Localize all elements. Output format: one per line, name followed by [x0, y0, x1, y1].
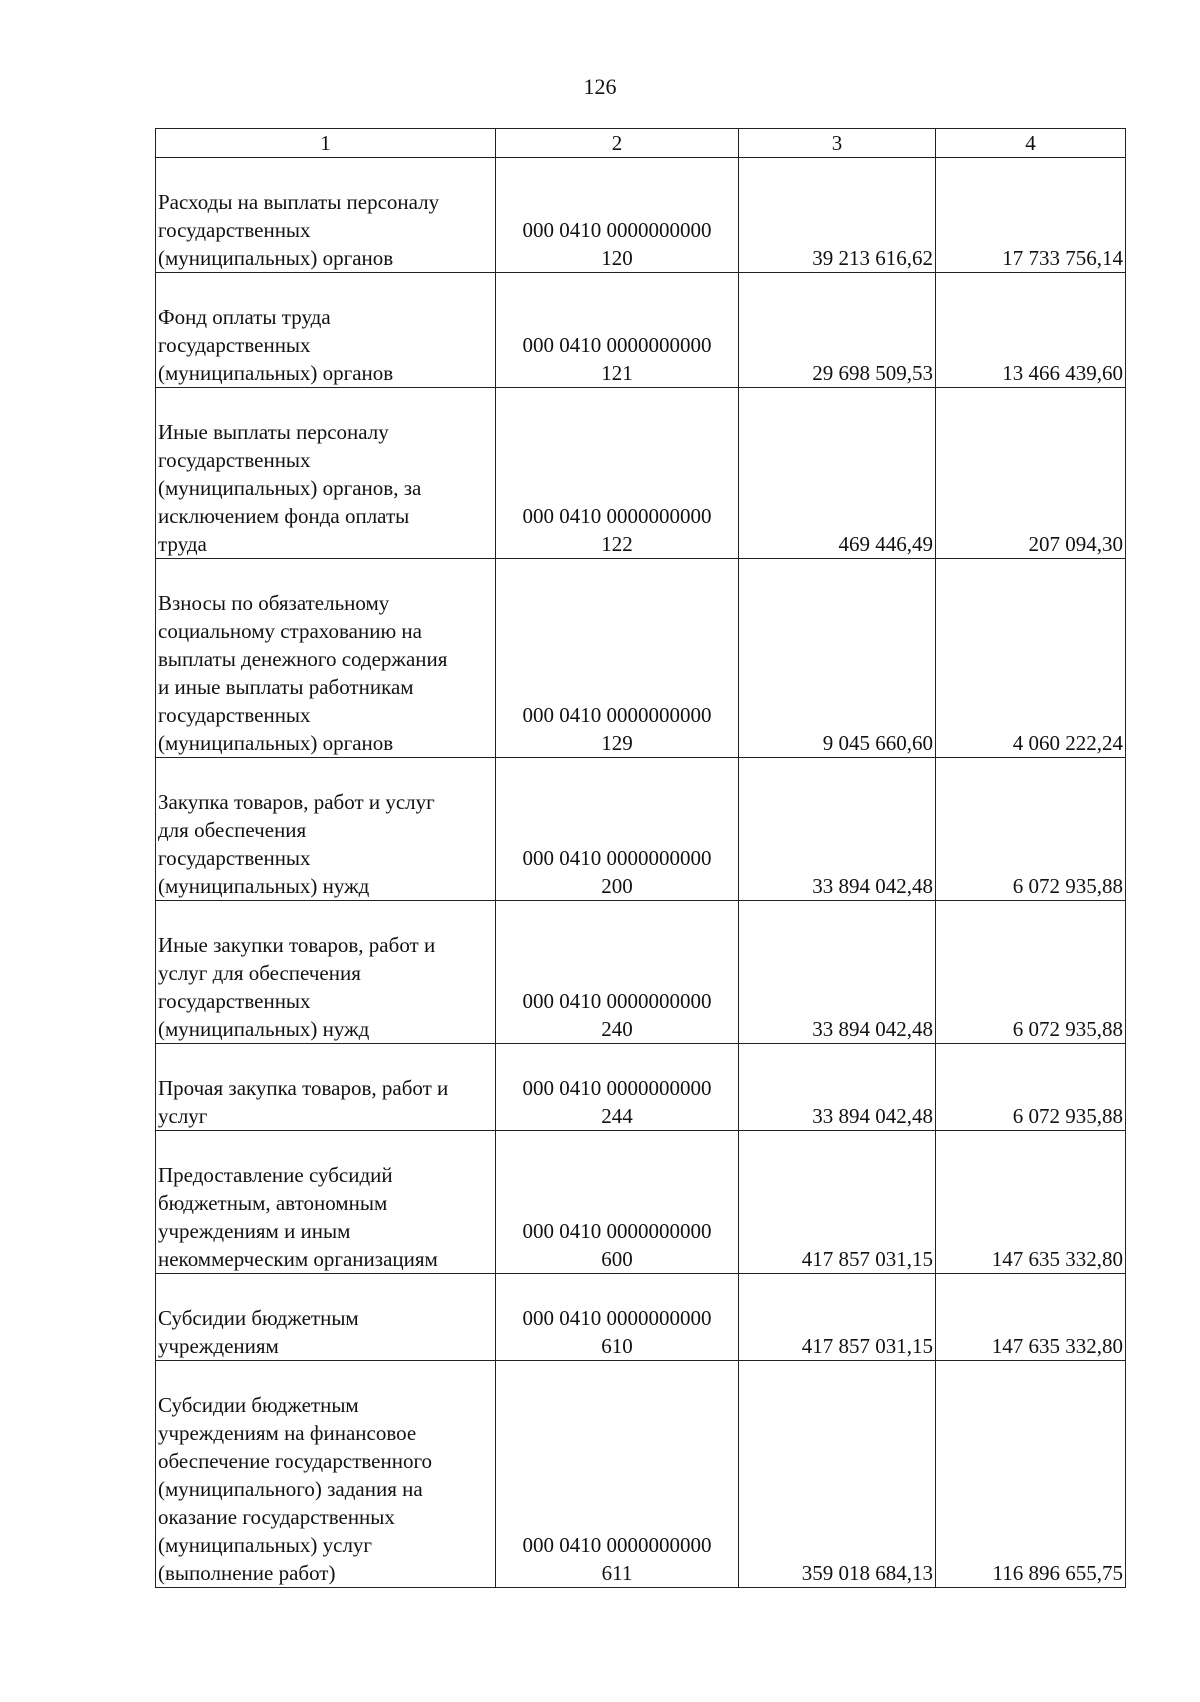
row-name: Фонд оплаты труда государственных (муниципальных) органов — [158, 305, 394, 385]
row-code-cell — [496, 1361, 739, 1588]
column-header: 2 — [496, 129, 739, 158]
row-code-main: 000 0410 0000000000 — [522, 1076, 712, 1100]
row-name-cell — [156, 1274, 496, 1361]
row-code-suffix: 600 — [601, 1247, 633, 1271]
row-code-main: 000 0410 0000000000 — [522, 703, 712, 727]
row-code-suffix: 122 — [601, 532, 633, 556]
row-value-col4: 147 635 332,80 — [936, 1274, 1126, 1361]
row-name-cell — [156, 1361, 496, 1588]
table-row — [156, 273, 1126, 388]
column-header: 1 — [156, 129, 496, 158]
row-value-col3: 33 894 042,48 — [739, 1044, 936, 1131]
page-number: 126 — [583, 74, 617, 99]
row-code-suffix: 200 — [601, 874, 633, 898]
table-row — [156, 758, 1126, 901]
row-code-cell — [496, 1044, 739, 1131]
row-code-cell — [496, 1274, 739, 1361]
row-value-col3: 39 213 616,62 — [739, 158, 936, 273]
row-code-main: 000 0410 0000000000 — [522, 1219, 712, 1243]
table-row — [156, 559, 1126, 758]
row-name: Прочая закупка товаров, работ и услуг — [158, 1076, 449, 1128]
row-code-cell — [496, 758, 739, 901]
row-code-main: 000 0410 0000000000 — [522, 1306, 712, 1330]
row-value-col4: 6 072 935,88 — [936, 1044, 1126, 1131]
table-row — [156, 1274, 1126, 1361]
row-code-cell — [496, 388, 739, 559]
row-value-col3: 417 857 031,15 — [739, 1131, 936, 1274]
row-name-cell — [156, 388, 496, 559]
row-value-col4: 17 733 756,14 — [936, 158, 1126, 273]
row-code-main: 000 0410 0000000000 — [522, 989, 712, 1013]
row-name: Субсидии бюджетным учреждениям на финансовое обеспечение государственного (муниципального) задания на оказание государственных (муниципальных) услуг (выполнение работ) — [158, 1393, 433, 1585]
row-name-cell — [156, 901, 496, 1044]
row-value-col3: 469 446,49 — [739, 388, 936, 559]
table-row — [156, 388, 1126, 559]
row-code-main: 000 0410 0000000000 — [522, 846, 712, 870]
row-value-col3: 33 894 042,48 — [739, 901, 936, 1044]
row-code-suffix: 244 — [601, 1104, 633, 1128]
row-value-col4: 6 072 935,88 — [936, 758, 1126, 901]
row-name-cell — [156, 273, 496, 388]
column-header: 4 — [936, 129, 1126, 158]
row-value-col3: 359 018 684,13 — [739, 1361, 936, 1588]
row-value-col3: 33 894 042,48 — [739, 758, 936, 901]
table-row — [156, 1044, 1126, 1131]
row-name-cell — [156, 158, 496, 273]
row-value-col4: 207 094,30 — [936, 388, 1126, 559]
table-header-row — [156, 129, 1126, 158]
row-code-main: 000 0410 0000000000 — [522, 504, 712, 528]
row-code-suffix: 121 — [601, 361, 633, 385]
row-value-col3: 417 857 031,15 — [739, 1274, 936, 1361]
row-code-main: 000 0410 0000000000 — [522, 218, 712, 242]
row-value-col3: 9 045 660,60 — [739, 559, 936, 758]
row-name-cell — [156, 1044, 496, 1131]
row-code-cell — [496, 1131, 739, 1274]
row-code-main: 000 0410 0000000000 — [522, 333, 712, 357]
row-name-cell — [156, 758, 496, 901]
row-code-cell — [496, 559, 739, 758]
row-name: Расходы на выплаты персоналу государственных (муниципальных) органов — [158, 190, 440, 270]
column-header: 3 — [739, 129, 936, 158]
row-value-col4: 4 060 222,24 — [936, 559, 1126, 758]
row-name: Иные закупки товаров, работ и услуг для обеспечения государственных (муниципальных) нужд — [158, 933, 436, 1041]
table-row — [156, 1361, 1126, 1588]
row-name: Взносы по обязательному социальному страхованию на выплаты денежного содержания и иные выплаты работникам государственных (муниципальных) органов — [158, 591, 448, 755]
row-name: Закупка товаров, работ и услуг для обеспечения государственных (муниципальных) нужд — [158, 790, 435, 898]
row-name: Субсидии бюджетным учреждениям — [158, 1306, 359, 1358]
row-code-suffix: 120 — [601, 246, 633, 270]
row-name-cell — [156, 1131, 496, 1274]
table-row — [156, 901, 1126, 1044]
row-code-main: 000 0410 0000000000 — [522, 1533, 712, 1557]
row-value-col3: 29 698 509,53 — [739, 273, 936, 388]
row-name: Иные выплаты персоналу государственных (муниципальных) органов, за исключением фонда оплаты труда — [158, 420, 422, 556]
table-row — [156, 158, 1126, 273]
budget-table — [155, 128, 1126, 1588]
row-name: Предоставление субсидий бюджетным, автономным учреждениям и иным некоммерческим организациям — [158, 1163, 438, 1271]
row-code-suffix: 129 — [601, 731, 633, 755]
row-code-suffix: 240 — [601, 1017, 633, 1041]
row-value-col4: 116 896 655,75 — [936, 1361, 1126, 1588]
row-code-suffix: 611 — [601, 1561, 633, 1585]
row-value-col4: 13 466 439,60 — [936, 273, 1126, 388]
row-name-cell — [156, 559, 496, 758]
row-code-cell — [496, 158, 739, 273]
row-code-cell — [496, 273, 739, 388]
row-code-suffix: 610 — [601, 1334, 633, 1358]
row-code-cell — [496, 901, 739, 1044]
table-row — [156, 1131, 1126, 1274]
row-value-col4: 6 072 935,88 — [936, 901, 1126, 1044]
row-value-col4: 147 635 332,80 — [936, 1131, 1126, 1274]
